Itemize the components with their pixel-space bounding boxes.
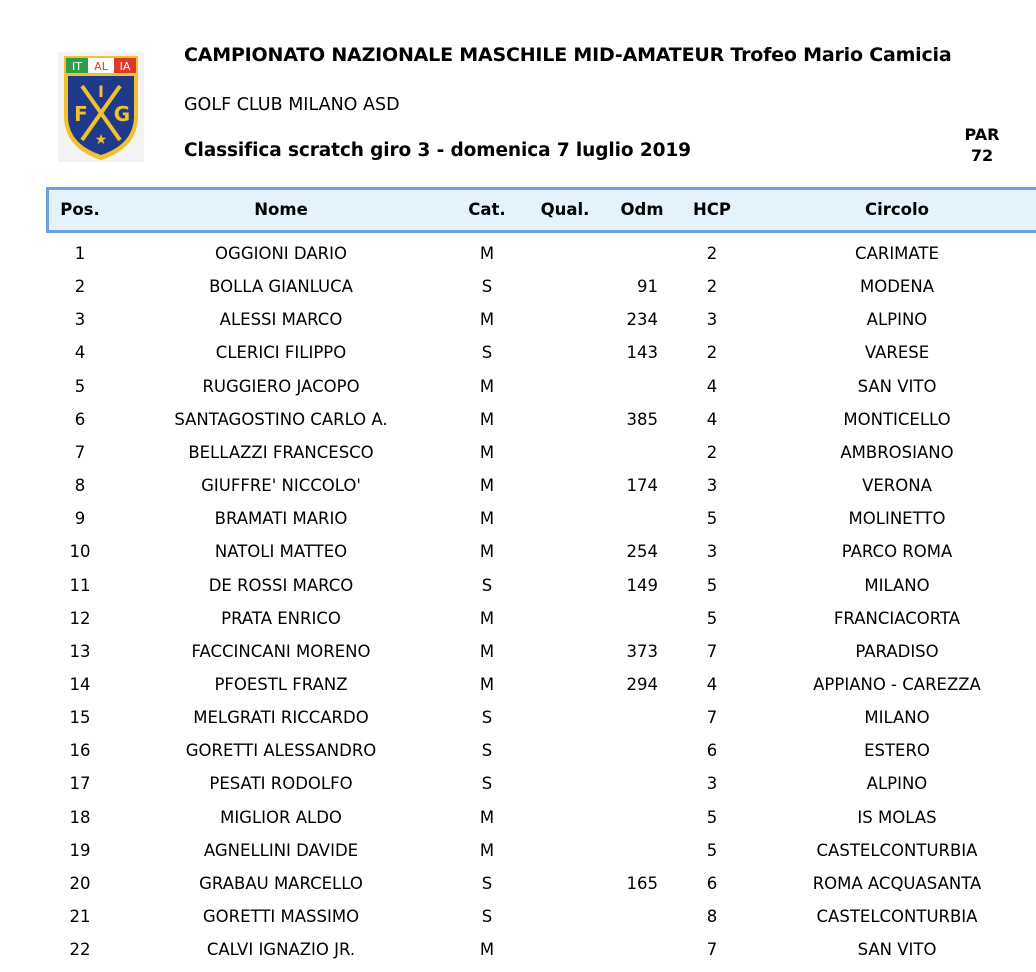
cell-pos: 11 [69,575,91,595]
cell-circolo: ESTERO [864,741,930,761]
cell-pos: 15 [69,708,91,728]
cell-hcp: 4 [706,674,718,694]
cell-circolo: MODENA [860,277,934,297]
cell-cat: S [481,277,493,297]
cell-nome: GRABAU MARCELLO [199,873,363,893]
cell-hcp: 5 [706,509,718,529]
star-icon: ★ [94,132,108,148]
cell-odm: 165 [626,873,658,893]
cell-pos: 18 [69,807,91,827]
cell-cat: S [481,575,493,595]
cell-nome: OGGIONI DARIO [215,244,347,263]
cell-odm: 385 [626,409,658,429]
table-row [0,535,1036,568]
cell-hcp: 7 [706,708,718,728]
cell-circolo: APPIANO - CAREZZA [813,674,981,694]
cell-hcp: 3 [706,310,718,330]
cell-nome: BRAMATI MARIO [214,509,348,529]
cell-nome: PFOESTL FRANZ [214,674,348,694]
cell-pos: 2 [74,277,86,297]
table-row [0,933,1036,966]
cell-circolo: PARCO ROMA [841,542,953,562]
cell-circolo: CASTELCONTURBIA [816,840,978,860]
cell-nome: MIGLIOR ALDO [220,807,342,827]
column-header-pos: Pos. [60,200,100,219]
table-row [0,900,1036,933]
table-row [0,635,1036,668]
cell-odm: 91 [637,277,658,297]
cell-odm: 254 [626,542,658,562]
page-title: CAMPIONATO NAZIONALE MASCHILE MID-AMATEUR Trofeo Mario Camicia [184,44,952,66]
table-row [0,801,1036,834]
logo-letter-i: I [98,82,104,101]
cell-nome: CALVI IGNAZIO JR. [206,940,356,960]
table-row [0,436,1036,469]
cell-circolo: SAN VITO [857,940,937,960]
cell-nome: GORETTI ALESSANDRO [185,741,377,761]
cell-hcp: 5 [706,575,718,595]
cell-circolo: VARESE [864,343,930,363]
cell-circolo: AMBROSIANO [840,442,954,462]
par-value: 72 [970,146,994,165]
cell-cat: S [481,774,493,794]
cell-cat: M [479,674,495,694]
cell-circolo: PARADISO [855,641,939,661]
cell-odm: 174 [626,476,658,496]
flag-text-ia: IA [119,60,131,73]
cell-pos: 22 [69,940,91,960]
cell-hcp: 3 [706,774,718,794]
cell-nome: RUGGIERO JACOPO [202,376,360,396]
cell-cat: M [479,376,495,396]
cell-cat: M [479,310,495,330]
cell-cat: M [479,509,495,529]
column-header-cat: Cat. [468,200,506,219]
cell-circolo: CARIMATE [855,244,939,263]
cell-nome: GORETTI MASSIMO [202,907,360,926]
column-header-qual: Qual. [540,200,590,219]
cell-hcp: 7 [706,641,718,661]
cell-hcp: 6 [706,873,718,893]
cell-cat: M [479,542,495,562]
cell-hcp: 8 [706,907,718,926]
cell-cat: S [481,343,493,363]
cell-odm: 143 [626,343,658,363]
cell-circolo: MONTICELLO [843,409,951,429]
cell-circolo: MOLINETTO [848,509,946,529]
cell-pos: 1 [74,244,86,263]
cell-hcp: 3 [706,476,718,496]
cell-pos: 17 [69,774,91,794]
cell-odm: 234 [626,310,658,330]
table-row [0,701,1036,734]
par-box [952,124,1012,166]
cell-cat: M [479,409,495,429]
cell-hcp: 4 [706,409,718,429]
cell-cat: S [481,741,493,761]
table-row [0,403,1036,436]
cell-cat: M [479,807,495,827]
cell-circolo: IS MOLAS [857,807,937,827]
cell-pos: 7 [74,442,86,462]
cell-hcp: 4 [706,376,718,396]
cell-circolo: MILANO [864,708,930,728]
column-header-circolo: Circolo [864,200,929,219]
cell-cat: M [479,840,495,860]
cell-cat: M [479,608,495,628]
flag-text-al: AL [94,60,108,73]
cell-pos: 20 [69,873,91,893]
cell-pos: 4 [74,343,86,363]
table-row [0,602,1036,635]
cell-hcp: 3 [706,542,718,562]
cell-hcp: 2 [706,244,718,263]
cell-nome: PESATI RODOLFO [209,774,353,794]
table-row [0,668,1036,701]
cell-hcp: 2 [706,277,718,297]
cell-cat: M [479,442,495,462]
cell-circolo: FRANCIACORTA [833,608,961,628]
cell-nome: ALESSI MARCO [219,310,343,330]
table-row [0,502,1036,535]
cell-pos: 16 [69,741,91,761]
column-header-hcp: HCP [692,200,731,219]
cell-cat: S [481,907,493,926]
cell-hcp: 2 [706,442,718,462]
cell-cat: S [481,873,493,893]
cell-pos: 13 [69,641,91,661]
par-label: PAR [964,125,1000,144]
cell-circolo: CASTELCONTURBIA [816,907,978,926]
cell-circolo: MILANO [864,575,930,595]
page-subtitle: Classifica scratch giro 3 - domenica 7 luglio 2019 [184,140,691,161]
cell-nome: GIUFFRE' NICCOLO' [201,476,361,496]
table-row [0,237,1036,270]
flag-text-it: IT [72,60,82,73]
cell-pos: 9 [74,509,86,529]
logo-letter-f: F [74,102,88,126]
table-row [0,734,1036,767]
cell-hcp: 5 [706,807,718,827]
cell-nome: SANTAGOSTINO CARLO A. [174,409,388,429]
cell-hcp: 2 [706,343,718,363]
cell-cat: S [481,708,493,728]
cell-nome: AGNELLINI DAVIDE [203,840,359,860]
cell-pos: 6 [74,409,86,429]
table-row [0,569,1036,602]
cell-circolo: SAN VITO [857,376,937,396]
cell-hcp: 5 [706,608,718,628]
cell-circolo: ALPINO [866,310,928,330]
cell-nome: PRATA ENRICO [221,608,341,628]
cell-pos: 10 [69,542,91,562]
cell-circolo: VERONA [862,476,932,496]
table-row [0,336,1036,369]
table-row [0,270,1036,303]
cell-cat: M [479,244,495,263]
table-row [0,303,1036,336]
cell-nome: CLERICI FILIPPO [215,343,347,363]
cell-pos: 12 [69,608,91,628]
cell-hcp: 6 [706,741,718,761]
fig-logo [58,52,144,162]
cell-pos: 3 [74,310,86,330]
column-header-odm: Odm [620,200,664,219]
cell-nome: DE ROSSI MARCO [208,575,354,595]
cell-circolo: ROMA ACQUASANTA [812,873,982,893]
cell-circolo: ALPINO [866,774,928,794]
table-row [0,867,1036,900]
cell-nome: FACCINCANI MORENO [191,641,371,661]
table-row [0,834,1036,867]
cell-hcp: 5 [706,840,718,860]
table-row [0,767,1036,800]
cell-odm: 294 [626,674,658,694]
table-row [0,370,1036,403]
cell-odm: 149 [626,575,658,595]
cell-cat: M [479,476,495,496]
cell-nome: BOLLA GIANLUCA [209,277,353,297]
cell-cat: M [479,940,495,960]
cell-hcp: 7 [706,940,718,960]
cell-pos: 21 [69,907,91,926]
column-header-nome: Nome [254,200,308,219]
cell-odm: 373 [626,641,658,661]
cell-pos: 8 [74,476,86,496]
table-row [0,469,1036,502]
cell-nome: BELLAZZI FRANCESCO [188,442,374,462]
cell-cat: M [479,641,495,661]
cell-nome: NATOLI MATTEO [214,542,348,562]
club-name: GOLF CLUB MILANO ASD [184,95,400,115]
cell-pos: 19 [69,840,91,860]
cell-pos: 14 [69,674,91,694]
logo-letter-g: G [113,102,131,126]
cell-nome: MELGRATI RICCARDO [193,708,369,728]
cell-pos: 5 [74,376,86,396]
